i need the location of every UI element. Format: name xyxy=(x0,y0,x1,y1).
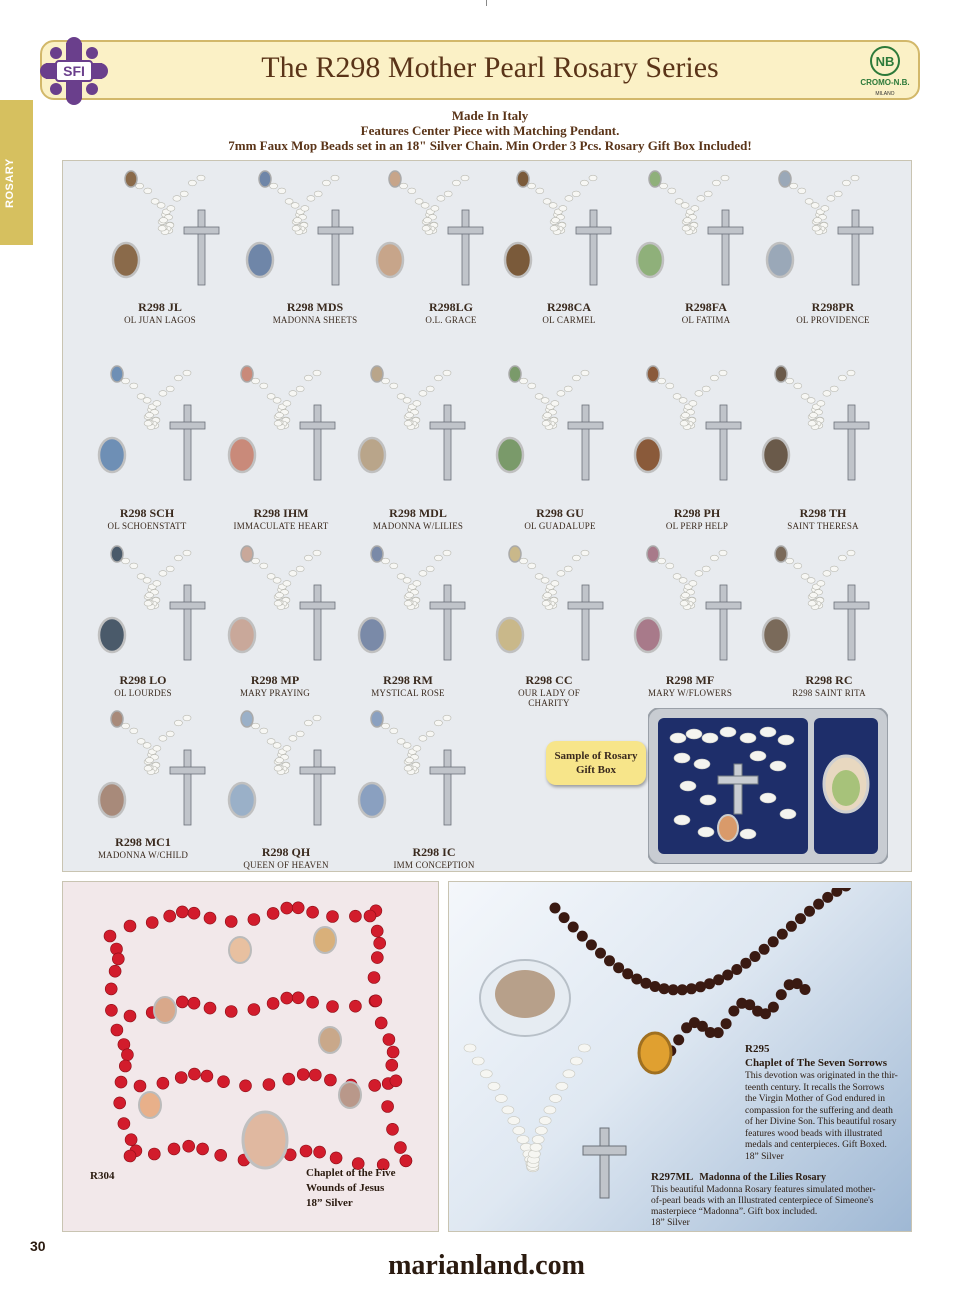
r297ml-heading xyxy=(651,1171,826,1183)
rosary-description: OL PROVIDENCE xyxy=(796,315,870,325)
r295-description-line: the Virgin Mother of God endured in xyxy=(745,1094,885,1104)
r297ml-description-line: masterpiece “Madonna”. Gift box included. xyxy=(651,1207,818,1217)
rosary-code: R298 MDL xyxy=(389,506,447,520)
page-number: 30 xyxy=(30,1238,46,1254)
rosary-description: OUR LADY OF CHARITY xyxy=(518,688,580,708)
rosary-description: OL GUADALUPE xyxy=(524,521,596,531)
r295-description-line: of her Divine Son. This beautiful rosary xyxy=(745,1117,897,1127)
nb-logo-name: CROMO-N.B. xyxy=(860,78,910,87)
rosary-code: R298 RC xyxy=(805,673,853,687)
rosary-description: SAINT THERESA xyxy=(787,521,859,531)
rosary-description: MADONNA W/LILIES xyxy=(372,521,464,531)
r304-line: 18” Silver xyxy=(306,1197,353,1209)
nb-logo-mark: NB xyxy=(875,54,895,69)
rosary-image xyxy=(490,360,640,490)
rosary-description: O.L. GRACE xyxy=(425,315,477,325)
r295-title: Chaplet of The Seven Sorrows xyxy=(745,1057,887,1069)
crop-mark xyxy=(486,0,487,6)
rosary-code: R298LG xyxy=(428,300,473,314)
rosary-image xyxy=(106,165,256,295)
rosary-code: R298CA xyxy=(547,300,591,314)
rosary-code: R298 MC1 xyxy=(115,835,171,849)
rosary-description: OL FATIMA xyxy=(681,315,731,325)
nb-logo-icon xyxy=(854,44,916,98)
rosary-description: R298 SAINT RITA xyxy=(792,688,866,698)
r295-code: R295 xyxy=(745,1043,770,1055)
rosary-description: OL LOURDES xyxy=(114,688,172,698)
gift-box-label-line: Sample of Rosary xyxy=(554,750,638,762)
subtitle-line: 7mm Faux Mop Beads set in an 18" Silver Chain. Min Order 3 Pcs. Rosary Gift Box Included! xyxy=(228,138,752,153)
rosary-code: R298 IHM xyxy=(253,506,309,520)
website-url[interactable]: marianland.com xyxy=(388,1250,585,1281)
rosary-description: QUEEN OF HEAVEN xyxy=(243,860,329,870)
rosary-image xyxy=(352,540,502,670)
nb-logo-city: MILANO xyxy=(875,91,895,97)
rosary-code: R298 TH xyxy=(799,506,847,520)
rosary-image xyxy=(92,705,242,835)
rosary-description: MADONNA W/CHILD xyxy=(97,850,189,860)
rosary-description: OL PERP HELP xyxy=(665,521,729,531)
rosary-description: MARY W/FLOWERS xyxy=(647,688,733,698)
r295-description-line: 18” Silver xyxy=(745,1151,784,1162)
r295-description-line: features wood beads with illustrated xyxy=(745,1128,883,1139)
r295-description-line: teenth century. It recalls the Sorrows xyxy=(745,1082,885,1093)
rosary-code: R298 SCH xyxy=(119,506,175,520)
rosary-code: R298 IC xyxy=(412,845,456,859)
subtitle-line: Made In Italy xyxy=(451,108,529,123)
sfi-logo-icon xyxy=(36,33,112,109)
rosary-code: R298 JL xyxy=(138,300,182,314)
rosary-code: R298FA xyxy=(685,300,727,314)
sfi-logo-text: SFI xyxy=(63,63,85,79)
rosary-image xyxy=(352,705,502,835)
section-tab xyxy=(0,100,33,245)
section-tab-label: ROSARY xyxy=(4,158,16,208)
page-title: The R298 Mother Pearl Rosary Series xyxy=(261,51,719,84)
rosary-code: R298 MDS xyxy=(286,300,344,314)
r297ml-code: R297ML xyxy=(651,1171,693,1183)
r297ml-description-line: 18” Silver xyxy=(651,1218,690,1228)
rosary-code: R298 CC xyxy=(525,673,573,687)
r297ml-description-line: of-pearl beads with an Illustrated centerpiece of Simeone's xyxy=(651,1196,874,1206)
rosary-description: OL JUAN LAGOS xyxy=(124,315,196,325)
rosary-image xyxy=(240,165,390,295)
rosary-image xyxy=(92,360,242,490)
rosary-description: IMM CONCEPTION xyxy=(393,860,475,870)
rosary-image xyxy=(352,360,502,490)
r304-line: Wounds of Jesus xyxy=(306,1182,385,1194)
r304-chaplet-image xyxy=(70,890,432,1170)
gift-box-label xyxy=(546,741,646,785)
gift-box-image xyxy=(648,708,888,864)
rosary-code: R298 GU xyxy=(536,506,584,520)
rosary-code: R298PR xyxy=(811,300,855,314)
rosary-description: OL CARMEL xyxy=(542,315,596,325)
gift-box-label-line: Gift Box xyxy=(575,764,617,776)
r297ml-description-line: This beautiful Madonna Rosary features simulated mother- xyxy=(651,1185,876,1195)
rosary-image xyxy=(222,360,372,490)
rosary-image xyxy=(222,705,372,835)
rosary-code: R298 RM xyxy=(383,673,433,687)
r295-description-line: compassion for the suffering and death xyxy=(745,1105,893,1116)
rosary-image xyxy=(92,540,242,670)
r295-description-line: This devotion was originated in the thir- xyxy=(745,1071,898,1081)
rosary-description: IMMACULATE HEART xyxy=(233,521,329,531)
rosary-description: MYSTICAL ROSE xyxy=(371,688,445,698)
r304-line: Chaplet of the Five xyxy=(306,1167,396,1179)
rosary-image xyxy=(222,540,372,670)
rosary-image xyxy=(756,360,906,490)
rosary-image xyxy=(490,540,640,670)
rosary-image xyxy=(760,165,910,295)
rosary-image xyxy=(498,165,648,295)
rosary-code: R298 QH xyxy=(261,845,311,859)
subtitle-line: Features Center Piece with Matching Pendant. xyxy=(360,123,620,138)
rosary-image xyxy=(756,540,906,670)
rosary-code: R298 MP xyxy=(250,673,300,687)
rosary-description: OL SCHOENSTATT xyxy=(107,521,187,531)
r304-code: R304 xyxy=(90,1170,115,1182)
rosary-description: MARY PRAYING xyxy=(239,688,310,698)
r297ml-title: Madonna of the Lilies Rosary xyxy=(699,1172,826,1183)
r295-description-line: medals and centerpieces. Gift Boxed. xyxy=(745,1140,887,1150)
rosary-code: R298 MF xyxy=(665,673,715,687)
rosary-image xyxy=(630,165,780,295)
rosary-description: MADONNA SHEETS xyxy=(272,315,358,325)
rosary-code: R298 LO xyxy=(119,673,167,687)
rosary-code: R298 PH xyxy=(673,506,721,520)
